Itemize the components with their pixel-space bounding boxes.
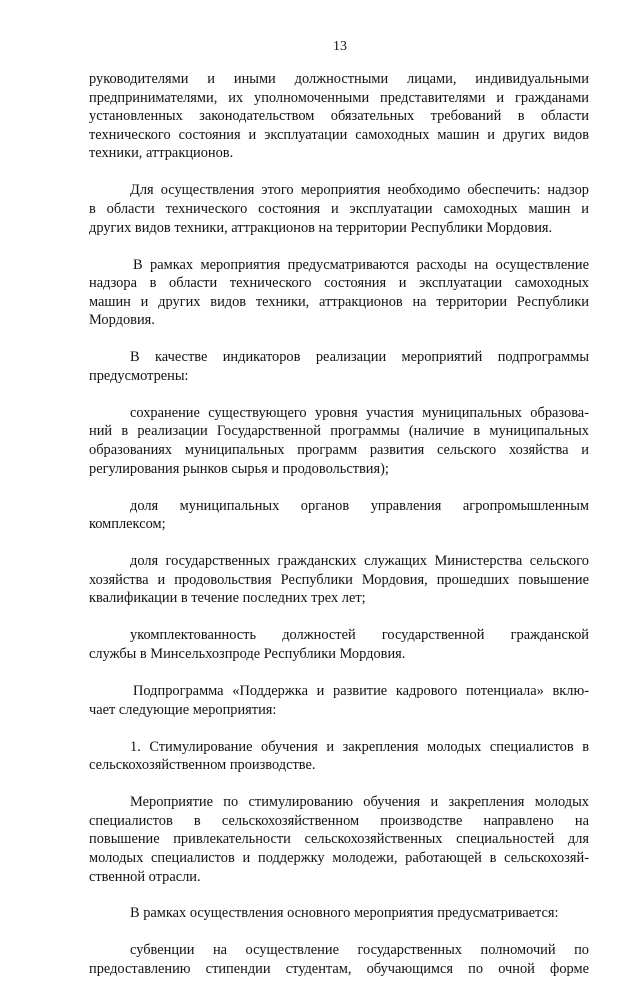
paragraph bbox=[89, 941, 589, 978]
paragraph-line: чает следующие мероприятия: bbox=[89, 701, 277, 718]
paragraph-line: 1. Стимулирование обучения и закрепления молодых специалистов в bbox=[130, 738, 589, 755]
paragraph-line: других видов техники, аттракционов на территории Республики Мордовия. bbox=[89, 219, 553, 236]
document-body bbox=[89, 70, 589, 997]
paragraph-line: Для осуществления этого мероприятия необходимо обеспечить: надзор bbox=[130, 182, 589, 199]
paragraph-line: руководителями и иными должностными лицами, индивидуальными bbox=[89, 71, 589, 87]
paragraph bbox=[89, 738, 589, 775]
paragraph-line: В качестве индикаторов реализации мероприятий подпрограммы bbox=[130, 349, 589, 366]
paragraph bbox=[89, 497, 589, 534]
paragraph bbox=[89, 70, 589, 163]
paragraph-line: Подпрограмма «Поддержка и развитие кадрового потенциала» вклю- bbox=[133, 682, 589, 699]
paragraph-line: хозяйства и продовольствия Республики Мордовия, прошедших повышение bbox=[89, 571, 589, 588]
paragraph-line: укомплектованность должностей государственной гражданской bbox=[130, 627, 589, 644]
paragraph-line: молодых специалистов и поддержку молодежи, работающей в сельскохозяй- bbox=[89, 849, 589, 866]
paragraph bbox=[89, 793, 589, 886]
paragraph-line: предпринимателями, их уполномоченными представителями и гражданами bbox=[89, 89, 589, 106]
paragraph bbox=[89, 404, 589, 478]
paragraph-line: технического состояния и эксплуатации самоходных машин и других видов bbox=[89, 126, 589, 143]
paragraph-line: субвенции на осуществление государственных полномочий по bbox=[130, 942, 589, 959]
paragraph-line: доля государственных гражданских служащих Министерства сельского bbox=[130, 553, 589, 570]
paragraph-line: доля муниципальных органов управления агропромышленным bbox=[130, 497, 589, 514]
paragraph-line: сельскохозяйственном производстве. bbox=[89, 757, 316, 774]
paragraph-line: образованиях муниципальных программ развития сельского хозяйства и bbox=[89, 442, 589, 459]
paragraph-line: предусмотрены: bbox=[89, 367, 189, 384]
paragraph-line: комплексом; bbox=[89, 516, 166, 533]
paragraph bbox=[89, 348, 589, 385]
paragraph bbox=[89, 552, 589, 608]
paragraph-line: сохранение существующего уровня участия муниципальных образова- bbox=[130, 404, 589, 421]
paragraph-line: техники, аттракционов. bbox=[89, 145, 234, 162]
paragraph-line: машин и других видов техники, аттракционов на территории Республики bbox=[89, 293, 589, 310]
paragraph-line: В рамках осуществления основного мероприятия предусматривается: bbox=[130, 905, 559, 922]
paragraph-line: регулирования рынков сырья и продовольствия); bbox=[89, 460, 389, 477]
paragraph-line: квалификации в течение последних трех лет; bbox=[89, 590, 366, 607]
paragraph-line: ний в реализации Государственной программы (наличие в муниципальных bbox=[89, 423, 589, 440]
paragraph-line: в области технического состояния и эксплуатации самоходных машин и bbox=[89, 200, 589, 217]
paragraph-line: повышение привлекательности сельскохозяйственных специальностей для bbox=[89, 831, 589, 848]
paragraph-line: Мероприятие по стимулированию обучения и закрепления молодых bbox=[130, 794, 589, 811]
paragraph-line: В рамках мероприятия предусматриваются расходы на осуществление bbox=[133, 256, 589, 273]
paragraph-line: службы в Минсельхозпроде Республики Мордовия. bbox=[89, 645, 406, 662]
paragraph-line: установленных законодательством обязательных требований в области bbox=[89, 108, 589, 125]
paragraph-line: ственной отрасли. bbox=[89, 868, 201, 885]
paragraph bbox=[89, 904, 589, 923]
paragraph bbox=[89, 626, 589, 663]
paragraph bbox=[89, 256, 589, 330]
page-number: 13 bbox=[333, 39, 347, 54]
paragraph-line: специалистов в сельскохозяйственном производстве направлено на bbox=[89, 812, 589, 829]
paragraph-line: надзора в области технического состояния и эксплуатации самоходных bbox=[89, 275, 589, 292]
paragraph bbox=[89, 181, 589, 237]
paragraph-line: предоставлению стипендии студентам, обучающимся по очной форме bbox=[89, 961, 589, 978]
paragraph bbox=[89, 682, 589, 719]
paragraph-line: Мордовия. bbox=[89, 312, 155, 329]
